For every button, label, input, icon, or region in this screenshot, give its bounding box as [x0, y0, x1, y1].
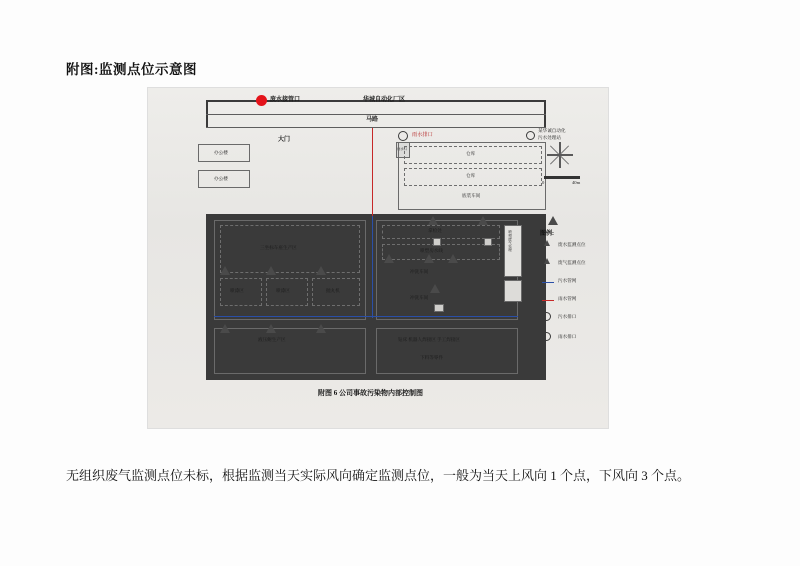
- label-factory-name: 华城自动化厂区: [363, 97, 406, 103]
- monitor-triangle-4: [220, 324, 230, 333]
- label-office-1: 办公楼: [214, 150, 228, 155]
- monitor-triangle-8: [478, 216, 488, 225]
- equipment-box-2: [484, 238, 492, 246]
- label-hydraulic: 液压鲋生产区: [258, 337, 286, 342]
- scale-bar: [544, 176, 580, 179]
- label-warehouse-1: 仓库: [466, 151, 476, 156]
- label-office-2: 办公楼: [214, 176, 228, 181]
- label-washing-1: 冲洗车间: [410, 269, 429, 274]
- hydraulic-hall: [214, 328, 366, 374]
- monitor-triangle-13: [548, 216, 558, 225]
- legend-label-5: 雨水排口: [558, 334, 577, 339]
- label-station-1: 某华诚自动化: [538, 128, 566, 133]
- stack-box: [504, 280, 522, 302]
- label-paint-2: 喷漆区: [276, 288, 290, 293]
- legend-label-1: 废气监测点位: [558, 260, 586, 265]
- monitor-triangle-10: [424, 254, 434, 263]
- legend-marker-2: [542, 282, 554, 283]
- gate-box-label: 雨水口: [397, 147, 408, 151]
- label-welding: 钻床 机器人焊接区 手工焊接区: [398, 337, 461, 342]
- sewer-pipe-vertical: [372, 214, 373, 318]
- monitor-triangle-3: [316, 266, 326, 275]
- site-monitoring-diagram: [148, 88, 608, 428]
- legend-marker-5: [542, 332, 551, 341]
- monitor-triangle-2: [266, 266, 276, 275]
- sewer-pipe-main: [214, 316, 518, 317]
- legend-title: 图例:: [540, 231, 554, 237]
- legend-marker-3: [542, 300, 554, 301]
- welding-hall: [376, 328, 518, 374]
- label-cutting: 下料等零件: [420, 355, 443, 360]
- equipment-box-1: [433, 238, 441, 246]
- monitor-triangle-1: [220, 266, 230, 275]
- legend-label-4: 污水排口: [558, 314, 577, 319]
- label-exhaust-treatment: 喷塑废气处理: [508, 230, 513, 252]
- label-warehouse-2: 仓库: [466, 173, 476, 178]
- monitor-triangle-11: [448, 254, 458, 263]
- label-road: 马路: [366, 117, 379, 123]
- rain-pipe-vertical: [372, 128, 373, 216]
- label-coating-line: 喷塑房水线: [420, 248, 443, 253]
- legend-label-0: 废水监测点位: [558, 242, 586, 247]
- label-wastewater-inlet: 废水接管口: [270, 97, 301, 103]
- label-gate: 大门: [278, 137, 291, 143]
- exhaust-treatment-unit: [504, 225, 522, 277]
- figure-caption: 附图 6 公司事故污染物内部控制图: [318, 389, 423, 397]
- bottom-note: 无组织废气监测点位未标，根据监测当天实际风向确定监测点位，一般为当天上风向 1 个点，下风向 3 个点。: [66, 468, 691, 483]
- road-line-bottom: [206, 127, 546, 128]
- label-shot-blasting: 抛丸机: [326, 288, 340, 293]
- legend-label-3: 雨水管网: [558, 296, 577, 301]
- label-inspection: 拿检处: [428, 228, 442, 233]
- label-paint-1: 喷漆区: [230, 288, 244, 293]
- monitor-triangle-12: [430, 284, 440, 293]
- page-title: 附图:监测点位示意图: [66, 62, 197, 77]
- equipment-box-3: [434, 304, 444, 312]
- scale-max: 40m: [572, 180, 581, 185]
- monitor-triangle-5: [266, 324, 276, 333]
- label-rainwater-outlet: 雨水排口: [412, 132, 433, 138]
- monitor-triangle-7: [428, 216, 438, 225]
- monitor-triangle-9: [384, 254, 394, 263]
- station-outlet-circle: [526, 131, 535, 140]
- scale-min: 0: [542, 180, 545, 185]
- label-washing-2: 冲洗车间: [410, 295, 429, 300]
- rainwater-outlet-circle: [398, 131, 408, 141]
- monitor-triangle-6: [316, 324, 326, 333]
- label-assembly-area: 三坐标车座生产区: [260, 245, 297, 250]
- wastewater-inlet-marker: [256, 95, 267, 106]
- road-line-top: [206, 114, 546, 115]
- legend-marker-4: [542, 312, 551, 321]
- diagram-canvas: [148, 88, 608, 428]
- legend-marker-1: [544, 258, 550, 264]
- label-station-2: 污水处理站: [538, 135, 561, 140]
- legend-label-2: 污水管网: [558, 278, 577, 283]
- label-bottom-workshop: 底装车间: [462, 193, 481, 198]
- compass-icon: [546, 142, 572, 168]
- legend-marker-0: [544, 240, 550, 246]
